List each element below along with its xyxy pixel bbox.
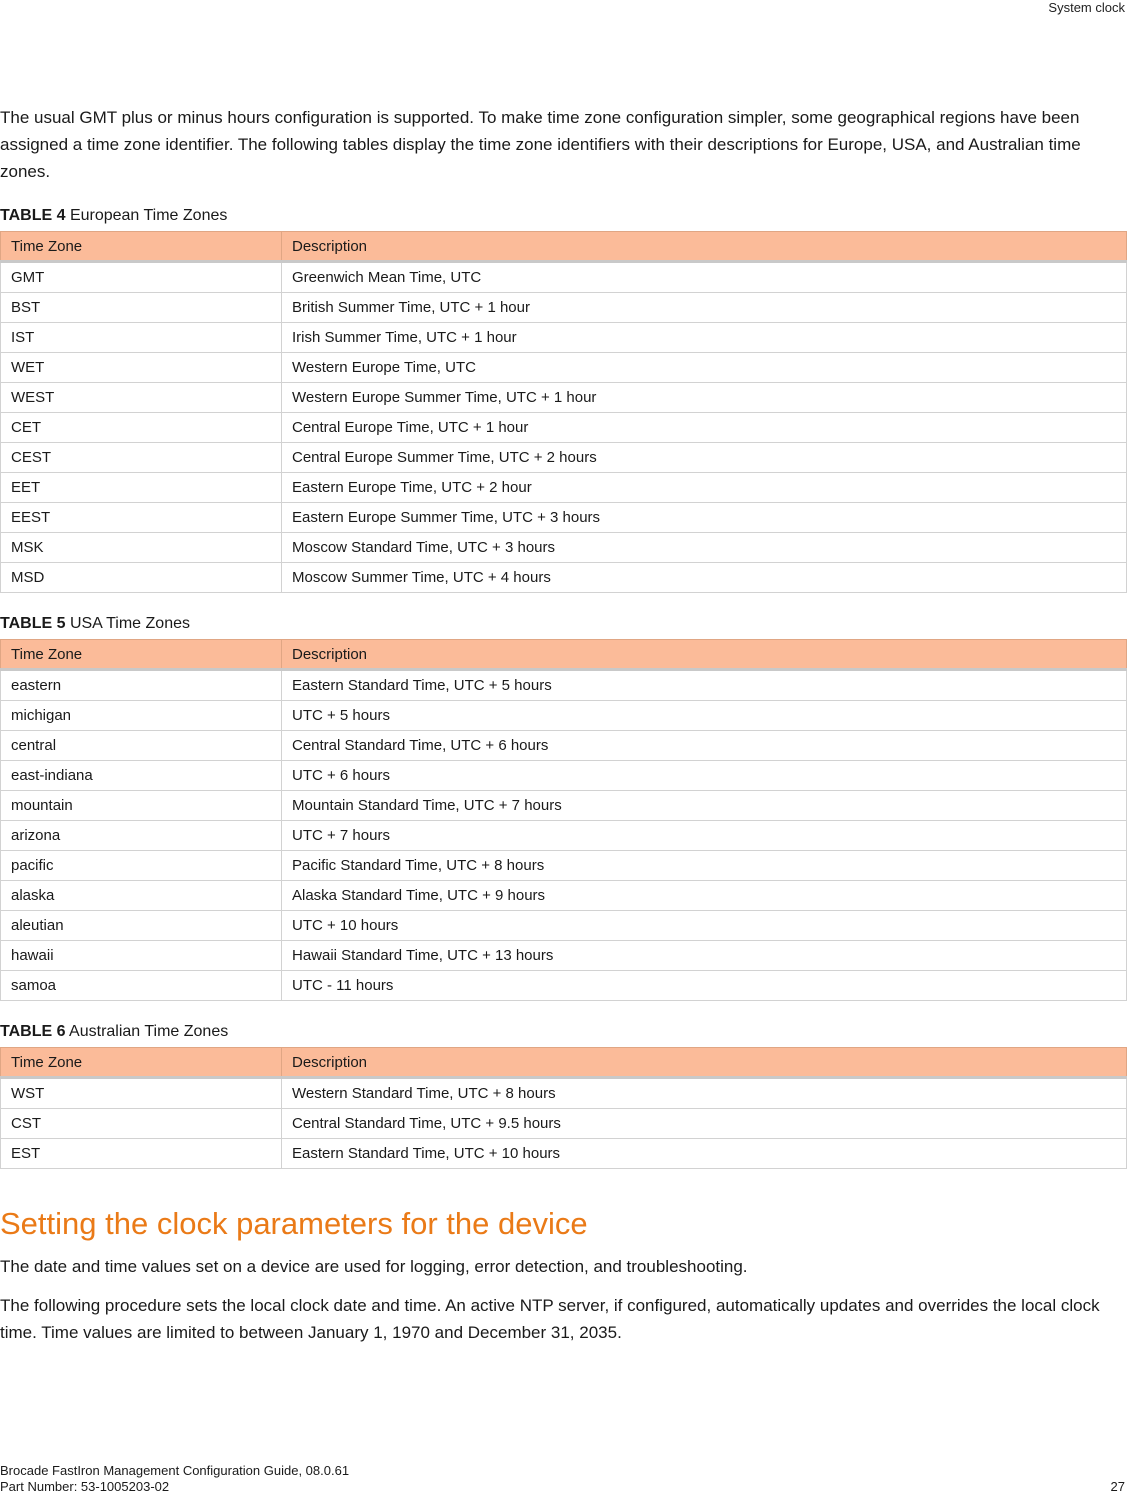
column-header: Description (282, 640, 1127, 670)
table-row (1, 731, 1127, 761)
description-cell: Western Europe Time, UTC (282, 353, 1127, 383)
table-row (1, 761, 1127, 791)
tables-container (0, 207, 1127, 1169)
table-row (1, 881, 1127, 911)
time-zone-cell: mountain (1, 791, 282, 821)
description-cell: Western Standard Time, UTC + 8 hours (282, 1078, 1127, 1109)
table-row (1, 791, 1127, 821)
column-header: Description (282, 1048, 1127, 1078)
section-paragraph: The following procedure sets the local clock date and time. An active NTP server, if configured, automatically updates and overrides the local clock time. Time values are limited to between January 1, 1970 and December 31, 2035. (0, 1296, 1100, 1342)
time-zone-cell: WST (1, 1078, 282, 1109)
table-title: USA Time Zones (69, 615, 190, 632)
description-cell: Greenwich Mean Time, UTC (282, 262, 1127, 293)
table-row (1, 503, 1127, 533)
column-header: Description (282, 232, 1127, 262)
time-zone-cell: IST (1, 323, 282, 353)
description-cell: Central Europe Summer Time, UTC + 2 hours (282, 443, 1127, 473)
table-caption (0, 1023, 1127, 1041)
time-zone-cell: hawaii (1, 941, 282, 971)
table-caption (0, 207, 1127, 225)
footer-guide-title: Brocade FastIron Management Configuration Guide, 08.0.61 (0, 1463, 350, 1478)
description-cell: UTC + 5 hours (282, 701, 1127, 731)
description-cell: Mountain Standard Time, UTC + 7 hours (282, 791, 1127, 821)
section-paragraph: The date and time values set on a device are used for logging, error detection, and troubleshooting. (0, 1257, 748, 1276)
description-cell: Central Europe Time, UTC + 1 hour (282, 413, 1127, 443)
description-cell: UTC + 6 hours (282, 761, 1127, 791)
description-cell: Moscow Summer Time, UTC + 4 hours (282, 563, 1127, 593)
table-title: Australian Time Zones (69, 1023, 229, 1040)
page-content (0, 100, 1127, 1358)
table-row (1, 383, 1127, 413)
page-footer (0, 1463, 1127, 1495)
footer-part-number: Part Number: 53-1005203-02 (0, 1479, 170, 1494)
table-row (1, 533, 1127, 563)
table-title: European Time Zones (69, 207, 228, 224)
column-header: Time Zone (1, 1048, 282, 1078)
table-label: TABLE 6 (0, 1023, 66, 1040)
table-row (1, 293, 1127, 323)
time-zone-cell: GMT (1, 262, 282, 293)
time-zone-cell: EET (1, 473, 282, 503)
time-zone-cell: central (1, 731, 282, 761)
description-cell: Moscow Standard Time, UTC + 3 hours (282, 533, 1127, 563)
table-header-row (1, 640, 1127, 670)
section-title: Setting the clock parameters for the device (0, 1206, 588, 1241)
time-zone-cell: EST (1, 1139, 282, 1169)
table-row (1, 1109, 1127, 1139)
table-row (1, 1139, 1127, 1169)
column-header: Time Zone (1, 232, 282, 262)
page-number: 27 (1110, 1479, 1125, 1494)
running-header: System clock (1048, 0, 1125, 15)
description-cell: British Summer Time, UTC + 1 hour (282, 293, 1127, 323)
time-zone-cell: samoa (1, 971, 282, 1001)
table-label: TABLE 4 (0, 207, 66, 224)
table-row (1, 473, 1127, 503)
description-cell: Central Standard Time, UTC + 9.5 hours (282, 1109, 1127, 1139)
table-row (1, 941, 1127, 971)
table-row (1, 563, 1127, 593)
description-cell: Eastern Europe Time, UTC + 2 hour (282, 473, 1127, 503)
description-cell: Eastern Standard Time, UTC + 5 hours (282, 670, 1127, 701)
time-zone-cell: MSK (1, 533, 282, 563)
table-row (1, 971, 1127, 1001)
time-zone-cell: MSD (1, 563, 282, 593)
time-zone-cell: CET (1, 413, 282, 443)
table-row (1, 1078, 1127, 1109)
table-label: TABLE 5 (0, 615, 66, 632)
table-row (1, 821, 1127, 851)
description-cell: UTC - 11 hours (282, 971, 1127, 1001)
time-zone-cell: CEST (1, 443, 282, 473)
table-row (1, 443, 1127, 473)
time-zone-cell: alaska (1, 881, 282, 911)
table-header-row (1, 232, 1127, 262)
time-zone-cell: eastern (1, 670, 282, 701)
description-cell: Central Standard Time, UTC + 6 hours (282, 731, 1127, 761)
time-zone-cell: EEST (1, 503, 282, 533)
table-row (1, 670, 1127, 701)
time-zone-cell: WET (1, 353, 282, 383)
table-row (1, 353, 1127, 383)
time-zone-table (0, 1047, 1127, 1169)
table-caption (0, 615, 1127, 633)
description-cell: Irish Summer Time, UTC + 1 hour (282, 323, 1127, 353)
description-cell: Western Europe Summer Time, UTC + 1 hour (282, 383, 1127, 413)
time-zone-cell: pacific (1, 851, 282, 881)
time-zone-cell: east-indiana (1, 761, 282, 791)
description-cell: UTC + 7 hours (282, 821, 1127, 851)
intro-paragraph: The usual GMT plus or minus hours configuration is supported. To make time zone configuration simpler, some geographical regions have been assigned a time zone identifier. The following tables display the time zone identifiers with their descriptions for Europe, USA, and Australian time zones. (0, 108, 1081, 181)
description-cell: Alaska Standard Time, UTC + 9 hours (282, 881, 1127, 911)
table-row (1, 911, 1127, 941)
time-zone-cell: WEST (1, 383, 282, 413)
description-cell: Eastern Standard Time, UTC + 10 hours (282, 1139, 1127, 1169)
time-zone-table (0, 639, 1127, 1001)
time-zone-cell: BST (1, 293, 282, 323)
table-header-row (1, 1048, 1127, 1078)
time-zone-cell: arizona (1, 821, 282, 851)
table-row (1, 851, 1127, 881)
time-zone-cell: aleutian (1, 911, 282, 941)
description-cell: Pacific Standard Time, UTC + 8 hours (282, 851, 1127, 881)
description-cell: UTC + 10 hours (282, 911, 1127, 941)
time-zone-cell: michigan (1, 701, 282, 731)
description-cell: Hawaii Standard Time, UTC + 13 hours (282, 941, 1127, 971)
time-zone-table (0, 231, 1127, 593)
column-header: Time Zone (1, 640, 282, 670)
description-cell: Eastern Europe Summer Time, UTC + 3 hours (282, 503, 1127, 533)
time-zone-cell: CST (1, 1109, 282, 1139)
table-row (1, 413, 1127, 443)
table-row (1, 701, 1127, 731)
table-row (1, 262, 1127, 293)
table-row (1, 323, 1127, 353)
